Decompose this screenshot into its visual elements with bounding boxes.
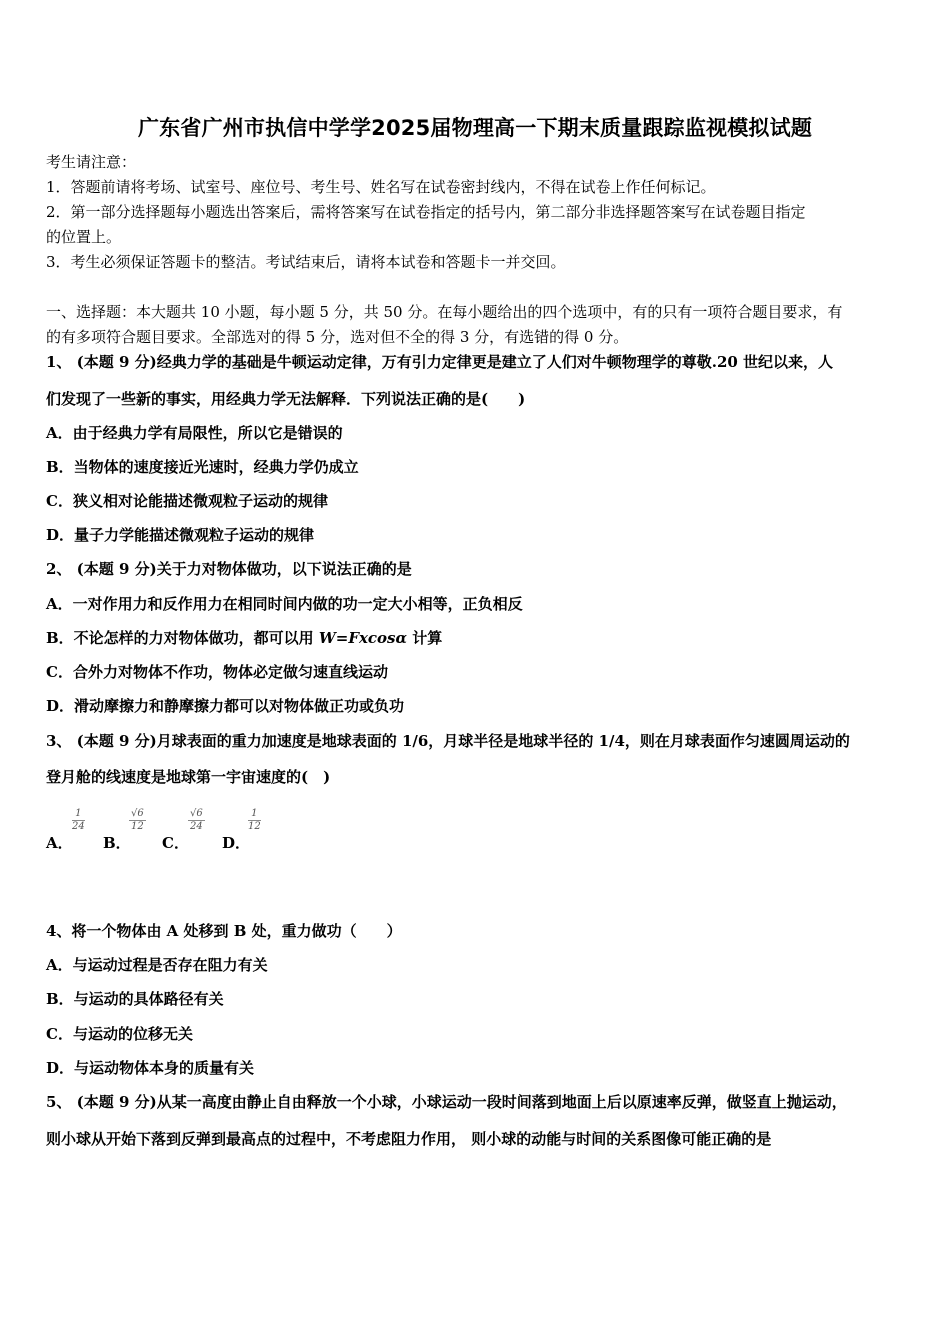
q2-option-b-suffix: 计算 bbox=[407, 629, 443, 647]
notice-item-2: 2．第一部分选择题每小题选出答案后，需将答案写在试卷指定的括号内，第二部分非选择题答案写在试卷题目指定 bbox=[46, 203, 806, 221]
q3-fraction-a bbox=[72, 808, 85, 833]
notice-item-3: 3．考生必须保证答题卡的整洁。考试结束后，请将本试卷和答题卡一并交回。 bbox=[46, 253, 566, 271]
q3-fraction-c-den: 24 bbox=[190, 821, 203, 832]
q3-fraction-d bbox=[248, 808, 261, 833]
q3-fraction-d-den: 12 bbox=[248, 821, 261, 832]
page-title: 广东省广州市执信中学学2025届物理高一下期末质量跟踪监视模拟试题 bbox=[137, 116, 813, 140]
q3-fraction-b bbox=[129, 808, 146, 833]
q3-fraction-b-den: 12 bbox=[131, 821, 144, 832]
q3-stem-line-1: 3、 (本题 9 分)月球表面的重力加速度是地球表面的 1/6，月球半径是地球半径的 1/4，则在月球表面作匀速圆周运动的 bbox=[46, 732, 850, 750]
q2-option-b-text: B．不论怎样的力对物体做功，都可以用 bbox=[46, 629, 319, 647]
section-intro-line-1: 一、选择题：本大题共 10 小题，每小题 5 分，共 50 分。在每小题给出的四个选项中，有的只有一项符合题目要求，有 bbox=[46, 303, 843, 321]
q4-option-a: A．与运动过程是否存在阻力有关 bbox=[46, 956, 268, 974]
q1-stem-line-1: 1、 (本题 9 分)经典力学的基础是牛顿运动定律，万有引力定律更是建立了人们对牛顿物理学的尊敬.20 世纪以来，人 bbox=[46, 353, 834, 371]
q3-fraction-c bbox=[188, 808, 205, 833]
q3-label-a: A． bbox=[46, 834, 73, 852]
q3-fraction-d-num: 1 bbox=[248, 808, 261, 821]
q1-stem-line-2: 们发现了一些新的事实，用经典力学无法解释．下列说法正确的是( ) bbox=[46, 390, 526, 408]
q3-fraction-c-num: √6 bbox=[190, 808, 203, 819]
q2-option-d: D．滑动摩擦力和静摩擦力都可以对物体做正功或负功 bbox=[46, 697, 405, 715]
q4-option-d: D．与运动物体本身的质量有关 bbox=[46, 1059, 255, 1077]
notice-heading: 考生请注意： bbox=[46, 153, 137, 171]
notice-item-1: 1．答题前请将考场、试室号、座位号、考生号、姓名写在试卷密封线内，不得在试卷上作任何标记。 bbox=[46, 178, 716, 196]
work-formula: W=Fxcosα bbox=[318, 629, 408, 647]
q2-option-c: C．合外力对物体不作功，物体必定做匀速直线运动 bbox=[46, 663, 388, 681]
q4-stem: 4、将一个物体由 A 处移到 B 处，重力做功（ ） bbox=[46, 922, 402, 940]
q3-label-d: D． bbox=[222, 834, 251, 852]
q3-label-c: C． bbox=[162, 834, 189, 852]
q3-label-b: B． bbox=[103, 834, 131, 852]
q1-option-b: B．当物体的速度接近光速时，经典力学仍成立 bbox=[46, 458, 359, 476]
q3-fraction-a-den: 24 bbox=[72, 821, 85, 832]
q1-option-a: A．由于经典力学有局限性，所以它是错误的 bbox=[46, 424, 343, 442]
q3-stem-line-2: 登月舱的线速度是地球第一宇宙速度的( ) bbox=[46, 768, 331, 786]
q1-option-d: D．量子力学能描述微观粒子运动的规律 bbox=[46, 526, 315, 544]
q1-option-c: C．狭义相对论能描述微观粒子运动的规律 bbox=[46, 492, 328, 510]
q3-fraction-b-num: √6 bbox=[131, 808, 144, 819]
q5-stem-line-2: 则小球从开始下落到反弹到最高点的过程中，不考虑阻力作用， 则小球的动能与时间的关系图像可能正确的是 bbox=[46, 1130, 772, 1148]
q3-fraction-a-num: 1 bbox=[72, 808, 85, 821]
q4-option-b: B．与运动的具体路径有关 bbox=[46, 990, 224, 1008]
notice-item-2-cont: 的位置上。 bbox=[46, 228, 122, 246]
q2-option-a: A．一对作用力和反作用力在相同时间内做的功一定大小相等，正负相反 bbox=[46, 595, 523, 613]
q5-stem-line-1: 5、 (本题 9 分)从某一高度由静止自由释放一个小球，小球运动一段时间落到地面上后以原速率反弹，做竖直上抛运动， bbox=[46, 1093, 847, 1111]
q2-stem: 2、 (本题 9 分)关于力对物体做功，以下说法正确的是 bbox=[46, 560, 412, 578]
q4-option-c: C．与运动的位移无关 bbox=[46, 1025, 193, 1043]
section-intro-line-2: 的有多项符合题目要求。全部选对的得 5 分，选对但不全的得 3 分，有选错的得 0 分。 bbox=[46, 328, 629, 346]
q2-option-b bbox=[46, 628, 442, 648]
